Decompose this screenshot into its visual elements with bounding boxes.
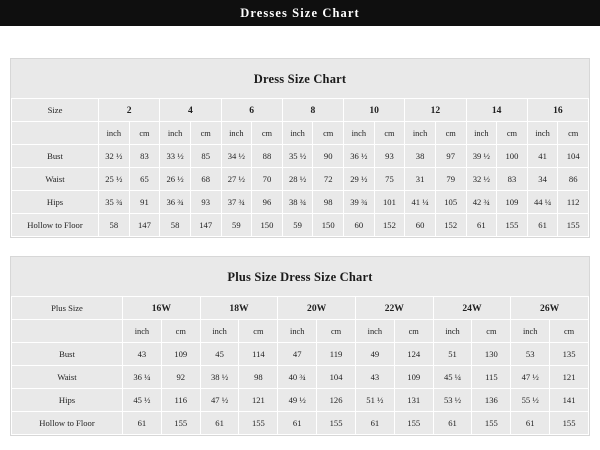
- table-row: [12, 412, 589, 435]
- measurement-value-cell: 136: [472, 389, 511, 412]
- unit-cell: inch: [221, 122, 252, 145]
- measurement-value-cell: 36 ¼: [123, 366, 162, 389]
- measurement-value-cell: 79: [435, 168, 466, 191]
- measurement-value-cell: 53: [511, 343, 550, 366]
- unit-cell: cm: [252, 122, 283, 145]
- measurement-value-cell: 34 ½: [221, 145, 252, 168]
- measurement-value-cell: 101: [374, 191, 405, 214]
- size-label-cell: Plus Size: [12, 297, 123, 320]
- measurement-value-cell: 25 ½: [99, 168, 130, 191]
- size-value-cell: 6: [221, 99, 282, 122]
- measurement-value-cell: 43: [123, 343, 162, 366]
- measurement-value-cell: 47 ½: [200, 389, 239, 412]
- measurement-value-cell: 32 ½: [466, 168, 497, 191]
- size-value-cell: 2: [99, 99, 160, 122]
- measurement-value-cell: 109: [497, 191, 528, 214]
- standard-chart-title: Dress Size Chart: [253, 72, 347, 86]
- size-label-cell: Size: [12, 99, 99, 122]
- size-value-cell: 24W: [433, 297, 511, 320]
- measurement-label-cell: Bust: [12, 343, 123, 366]
- measurement-value-cell: 36 ¾: [160, 191, 191, 214]
- measurement-value-cell: 59: [221, 214, 252, 237]
- measurement-value-cell: 43: [355, 366, 394, 389]
- measurement-value-cell: 39 ½: [466, 145, 497, 168]
- unit-cell: cm: [550, 320, 589, 343]
- measurement-value-cell: 155: [317, 412, 356, 435]
- unit-cell: cm: [190, 122, 221, 145]
- measurement-value-cell: 41: [527, 145, 558, 168]
- measurement-value-cell: 114: [239, 343, 278, 366]
- measurement-value-cell: 121: [239, 389, 278, 412]
- measurement-value-cell: 88: [252, 145, 283, 168]
- measurement-value-cell: 31: [405, 168, 436, 191]
- units-row: [12, 122, 589, 145]
- units-blank-cell: [12, 320, 123, 343]
- plus-size-chart-block: [10, 256, 590, 436]
- unit-cell: cm: [317, 320, 356, 343]
- measurement-value-cell: 115: [472, 366, 511, 389]
- measurement-value-cell: 131: [394, 389, 433, 412]
- measurement-value-cell: 119: [317, 343, 356, 366]
- table-row: [12, 145, 589, 168]
- measurement-value-cell: 38 ¾: [282, 191, 313, 214]
- unit-cell: cm: [239, 320, 278, 343]
- measurement-value-cell: 44 ¼: [527, 191, 558, 214]
- unit-cell: inch: [355, 320, 394, 343]
- measurement-value-cell: 83: [497, 168, 528, 191]
- unit-cell: inch: [511, 320, 550, 343]
- measurement-value-cell: 26 ½: [160, 168, 191, 191]
- measurement-value-cell: 150: [313, 214, 344, 237]
- measurement-label-cell: Bust: [12, 145, 99, 168]
- unit-cell: cm: [435, 122, 466, 145]
- measurement-value-cell: 40 ¾: [278, 366, 317, 389]
- measurement-value-cell: 98: [313, 191, 344, 214]
- unit-cell: cm: [374, 122, 405, 145]
- plus-size-table: [11, 296, 589, 435]
- table-row: [12, 168, 589, 191]
- measurement-value-cell: 104: [317, 366, 356, 389]
- measurement-value-cell: 152: [374, 214, 405, 237]
- measurement-label-cell: Hollow to Floor: [12, 412, 123, 435]
- measurement-value-cell: 61: [527, 214, 558, 237]
- measurement-value-cell: 147: [190, 214, 221, 237]
- measurement-value-cell: 61: [355, 412, 394, 435]
- measurement-value-cell: 61: [433, 412, 472, 435]
- unit-cell: cm: [313, 122, 344, 145]
- measurement-value-cell: 29 ½: [344, 168, 375, 191]
- measurement-value-cell: 65: [129, 168, 160, 191]
- measurement-value-cell: 155: [558, 214, 589, 237]
- table-row: [12, 343, 589, 366]
- unit-cell: inch: [200, 320, 239, 343]
- measurement-value-cell: 68: [190, 168, 221, 191]
- plus-chart-title: Plus Size Dress Size Chart: [227, 270, 373, 284]
- measurement-value-cell: 61: [200, 412, 239, 435]
- measurement-value-cell: 36 ½: [344, 145, 375, 168]
- unit-cell: inch: [344, 122, 375, 145]
- measurement-value-cell: 155: [472, 412, 511, 435]
- measurement-value-cell: 33 ½: [160, 145, 191, 168]
- measurement-value-cell: 91: [129, 191, 160, 214]
- measurement-value-cell: 70: [252, 168, 283, 191]
- measurement-value-cell: 47: [278, 343, 317, 366]
- unit-cell: cm: [129, 122, 160, 145]
- measurement-value-cell: 28 ½: [282, 168, 313, 191]
- measurement-label-cell: Hips: [12, 191, 99, 214]
- measurement-value-cell: 116: [161, 389, 200, 412]
- units-blank-cell: [12, 122, 99, 145]
- measurement-value-cell: 32 ½: [99, 145, 130, 168]
- measurement-label-cell: Waist: [12, 366, 123, 389]
- measurement-value-cell: 58: [99, 214, 130, 237]
- unit-cell: inch: [466, 122, 497, 145]
- size-value-cell: 16: [527, 99, 588, 122]
- measurement-value-cell: 42 ¾: [466, 191, 497, 214]
- measurement-value-cell: 35 ¾: [99, 191, 130, 214]
- unit-cell: inch: [282, 122, 313, 145]
- measurement-value-cell: 150: [252, 214, 283, 237]
- measurement-value-cell: 96: [252, 191, 283, 214]
- unit-cell: cm: [394, 320, 433, 343]
- measurement-value-cell: 135: [550, 343, 589, 366]
- measurement-value-cell: 53 ½: [433, 389, 472, 412]
- measurement-value-cell: 83: [129, 145, 160, 168]
- size-header-row: [12, 99, 589, 122]
- measurement-value-cell: 93: [190, 191, 221, 214]
- measurement-value-cell: 39 ¾: [344, 191, 375, 214]
- measurement-value-cell: 45 ¼: [433, 366, 472, 389]
- page-title: Dresses Size Chart: [240, 5, 360, 20]
- measurement-value-cell: 105: [435, 191, 466, 214]
- page-header: [0, 0, 600, 26]
- unit-cell: cm: [497, 122, 528, 145]
- measurement-value-cell: 60: [405, 214, 436, 237]
- measurement-value-cell: 104: [558, 145, 589, 168]
- measurement-value-cell: 130: [472, 343, 511, 366]
- unit-cell: inch: [278, 320, 317, 343]
- standard-size-table: [11, 98, 589, 237]
- measurement-value-cell: 109: [394, 366, 433, 389]
- size-value-cell: 14: [466, 99, 527, 122]
- size-value-cell: 26W: [511, 297, 589, 320]
- size-value-cell: 16W: [123, 297, 201, 320]
- measurement-value-cell: 27 ½: [221, 168, 252, 191]
- table-row: [12, 366, 589, 389]
- measurement-value-cell: 61: [123, 412, 162, 435]
- measurement-value-cell: 61: [466, 214, 497, 237]
- measurement-label-cell: Hips: [12, 389, 123, 412]
- measurement-label-cell: Waist: [12, 168, 99, 191]
- measurement-value-cell: 141: [550, 389, 589, 412]
- measurement-value-cell: 47 ½: [511, 366, 550, 389]
- measurement-value-cell: 93: [374, 145, 405, 168]
- measurement-value-cell: 86: [558, 168, 589, 191]
- measurement-value-cell: 45 ½: [123, 389, 162, 412]
- measurement-value-cell: 51 ½: [355, 389, 394, 412]
- unit-cell: inch: [405, 122, 436, 145]
- measurement-value-cell: 92: [161, 366, 200, 389]
- measurement-value-cell: 155: [550, 412, 589, 435]
- size-value-cell: 8: [282, 99, 343, 122]
- measurement-value-cell: 147: [129, 214, 160, 237]
- measurement-value-cell: 75: [374, 168, 405, 191]
- measurement-value-cell: 155: [239, 412, 278, 435]
- measurement-value-cell: 72: [313, 168, 344, 191]
- measurement-value-cell: 97: [435, 145, 466, 168]
- measurement-value-cell: 90: [313, 145, 344, 168]
- measurement-value-cell: 59: [282, 214, 313, 237]
- unit-cell: inch: [123, 320, 162, 343]
- measurement-value-cell: 112: [558, 191, 589, 214]
- measurement-value-cell: 51: [433, 343, 472, 366]
- table-row: [12, 389, 589, 412]
- standard-size-chart-block: [10, 58, 590, 238]
- measurement-value-cell: 155: [497, 214, 528, 237]
- measurement-value-cell: 38 ½: [200, 366, 239, 389]
- measurement-value-cell: 49: [355, 343, 394, 366]
- measurement-value-cell: 85: [190, 145, 221, 168]
- unit-cell: inch: [99, 122, 130, 145]
- unit-cell: inch: [527, 122, 558, 145]
- size-value-cell: 10: [344, 99, 405, 122]
- unit-cell: cm: [161, 320, 200, 343]
- size-header-row: [12, 297, 589, 320]
- size-value-cell: 4: [160, 99, 221, 122]
- measurement-value-cell: 61: [511, 412, 550, 435]
- measurement-value-cell: 34: [527, 168, 558, 191]
- measurement-label-cell: Hollow to Floor: [12, 214, 99, 237]
- measurement-value-cell: 58: [160, 214, 191, 237]
- unit-cell: inch: [160, 122, 191, 145]
- size-value-cell: 20W: [278, 297, 356, 320]
- measurement-value-cell: 152: [435, 214, 466, 237]
- measurement-value-cell: 38: [405, 145, 436, 168]
- measurement-value-cell: 109: [161, 343, 200, 366]
- table-row: [12, 191, 589, 214]
- unit-cell: inch: [433, 320, 472, 343]
- measurement-value-cell: 49 ½: [278, 389, 317, 412]
- measurement-value-cell: 61: [278, 412, 317, 435]
- measurement-value-cell: 98: [239, 366, 278, 389]
- unit-cell: cm: [472, 320, 511, 343]
- unit-cell: cm: [558, 122, 589, 145]
- measurement-value-cell: 55 ½: [511, 389, 550, 412]
- measurement-value-cell: 121: [550, 366, 589, 389]
- size-value-cell: 12: [405, 99, 466, 122]
- measurement-value-cell: 124: [394, 343, 433, 366]
- measurement-value-cell: 37 ¾: [221, 191, 252, 214]
- measurement-value-cell: 35 ½: [282, 145, 313, 168]
- size-value-cell: 18W: [200, 297, 278, 320]
- measurement-value-cell: 100: [497, 145, 528, 168]
- size-value-cell: 22W: [355, 297, 433, 320]
- measurement-value-cell: 155: [161, 412, 200, 435]
- measurement-value-cell: 155: [394, 412, 433, 435]
- measurement-value-cell: 126: [317, 389, 356, 412]
- table-row: [12, 214, 589, 237]
- measurement-value-cell: 45: [200, 343, 239, 366]
- measurement-value-cell: 60: [344, 214, 375, 237]
- units-row: [12, 320, 589, 343]
- measurement-value-cell: 41 ¼: [405, 191, 436, 214]
